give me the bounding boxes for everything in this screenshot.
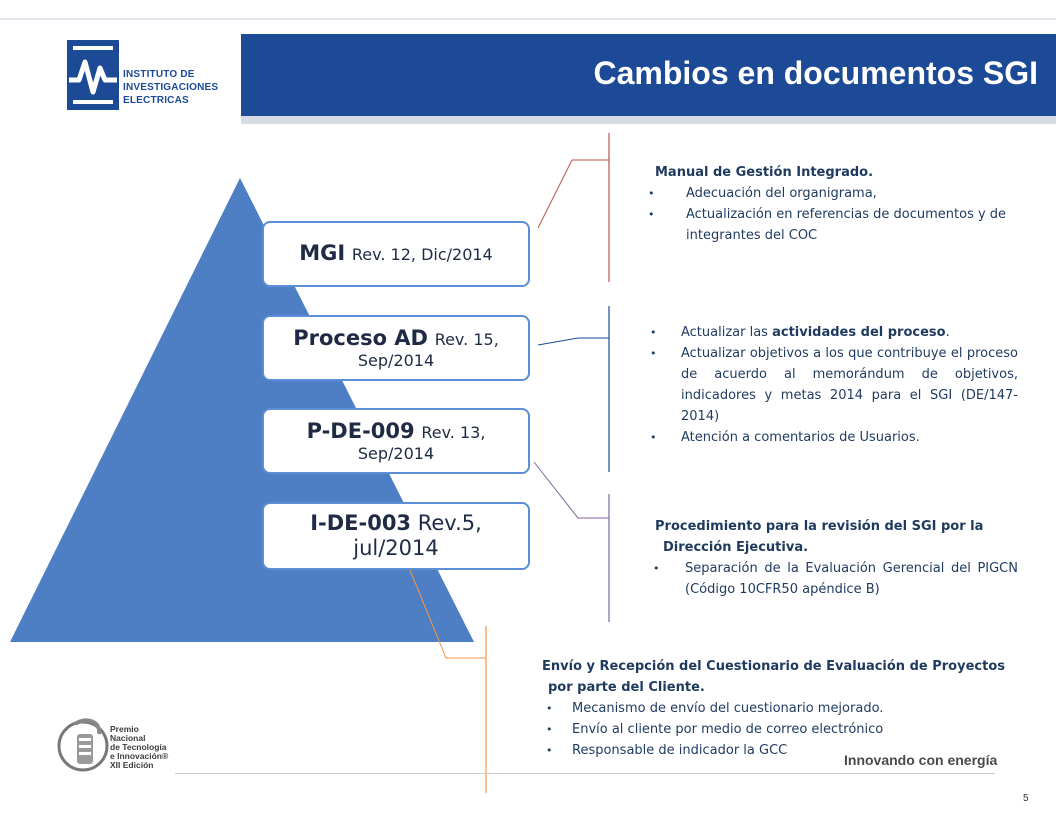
connector-ide003 — [410, 570, 486, 658]
panel-mgi-heading: Manual de Gestión Integrado. — [655, 165, 874, 180]
list-item: • Mecanismo de envío del cuestionario mejorado. — [538, 698, 1028, 719]
heading-line-1: Envío y Recepción del Cuestionario de Evaluación de Proyectos — [542, 659, 1005, 674]
connector-mgi — [538, 160, 609, 228]
footer-slogan: Innovando con energía — [844, 752, 998, 768]
panel-pde009-heading — [645, 516, 1018, 558]
list-item: • Actualización en referencias de documentos y de integrantes del COC — [640, 204, 1030, 246]
heading-line-1: Procedimiento para la revisión del SGI por la — [655, 519, 984, 534]
panel-mgi — [640, 162, 1030, 246]
doc-box-proceso-ad — [262, 315, 530, 381]
premio-line: e Innovación® — [110, 751, 169, 761]
list-item: • Separación de la Evaluación Gerencial del PIGCN (Código 10CFR50 apéndice B) — [645, 558, 1018, 600]
list-item: • Atención a comentarios de Usuarios. — [642, 427, 1018, 448]
panel-ide003 — [538, 656, 1028, 761]
item-bold-text: actividades del proceso — [772, 325, 946, 340]
list-item: • Adecuación del organigrama, — [640, 183, 1030, 204]
item-text: Actualizar las — [681, 325, 773, 340]
footer-rule — [175, 773, 995, 774]
doc-code-mgi: MGI — [299, 241, 346, 266]
doc-rev-ide003: Rev.5, — [417, 510, 482, 535]
item-text-end: . — [945, 325, 950, 340]
premio-wordmark — [110, 725, 168, 770]
panel-ide003-heading — [538, 656, 1028, 698]
doc-date-ide003: jul/2014 — [353, 536, 439, 560]
doc-box-mgi — [262, 221, 530, 287]
list-item: • Actualizar objetivos a los que contribuye el proceso de acuerdo al memorándum de objetivos, indicadores y metas 2014 para el SGI (DE/147-2014) — [642, 343, 1018, 427]
premio-line: XII Edición — [110, 760, 154, 770]
panel-proceso-ad — [642, 322, 1018, 448]
doc-date-pde009: Sep/2014 — [357, 444, 435, 463]
slide-title: Cambios en documentos SGI — [593, 55, 1038, 91]
doc-rev-pde009: Rev. 13, — [421, 422, 486, 442]
premio-line: Premio — [110, 724, 139, 734]
logo-line-1: INSTITUTO DE — [123, 69, 195, 80]
panel-pde009-list — [645, 558, 1018, 600]
premio-line: Nacional — [110, 733, 146, 743]
premio-line: de Tecnología — [110, 742, 167, 752]
logo-line-3: ELECTRICAS — [123, 95, 189, 106]
page-number: 5 — [1023, 793, 1029, 804]
doc-date-proceso-ad: Sep/2014 — [357, 351, 435, 370]
connector-pde009 — [534, 462, 609, 518]
logo-line-2: INVESTIGACIONES — [123, 82, 219, 93]
doc-box-pde009 — [262, 408, 530, 474]
panel-mgi-list — [640, 183, 1030, 246]
doc-code-pde009: P-DE-009 — [306, 418, 415, 443]
doc-rev-mgi: Rev. 12, Dic/2014 — [351, 245, 493, 265]
connector-proceso-ad — [538, 338, 609, 345]
list-item — [642, 322, 1018, 343]
panel-pde009 — [645, 516, 1018, 600]
doc-code-proceso-ad: Proceso AD — [293, 325, 428, 350]
list-item: • Envío al cliente por medio de correo electrónico — [538, 719, 1028, 740]
doc-box-ide003 — [262, 502, 530, 570]
heading-line-2: Dirección Ejecutiva. — [663, 540, 809, 555]
doc-rev-proceso-ad: Rev. 15, — [434, 329, 499, 349]
panel-proceso-ad-list — [642, 322, 1018, 448]
doc-code-ide003: I-DE-003 — [310, 510, 412, 535]
heading-line-2: por parte del Cliente. — [548, 680, 705, 695]
list-item: • Responsable de indicador la GCC — [538, 740, 1028, 761]
